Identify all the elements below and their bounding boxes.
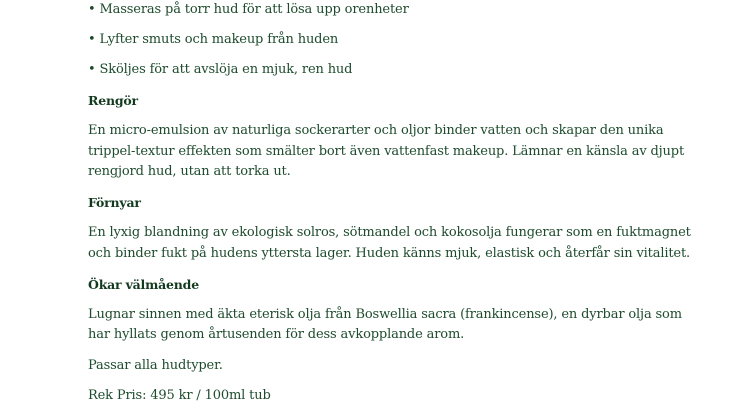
skin-type-note: Passar alla hudtyper.	[88, 358, 223, 373]
bullet-rinse: • Sköljes för att avslöja en mjuk, ren hud	[88, 62, 353, 77]
bullet-lift-dirt: • Lyfter smuts och makeup från huden	[88, 32, 339, 47]
price-text: Rek Pris: 495 kr / 100ml tub	[88, 388, 271, 403]
wellbeing-line-1: Lugnar sinnen med äkta eterisk olja från Boswellia sacra (frankincense), en dyrbar olja som	[88, 307, 682, 322]
renew-line-2: och binder fukt på hudens yttersta lager. Huden känns mjuk, elastisk och återfår sin vitalitet.	[88, 246, 691, 261]
bullet-massage: • Masseras på torr hud för att lösa upp orenheter	[88, 2, 409, 17]
cleanse-line-3: rengjord hud, utan att torka ut.	[88, 164, 291, 179]
wellbeing-line-2: har hyllats genom årtusenden för dess avkopplande arom.	[88, 327, 465, 342]
heading-wellbeing: Ökar välmående	[88, 277, 199, 292]
renew-line-1: En lyxig blandning av ekologisk solros, sötmandel och kokosolja fungerar som en fuktmagnet	[88, 225, 691, 240]
heading-renew: Förnyar	[88, 195, 141, 210]
heading-cleanse: Rengör	[88, 93, 138, 108]
cleanse-line-2: trippel-textur effekten som smälter bort även vattenfast makeup. Lämnar en känsla av djupt	[88, 144, 685, 159]
cleanse-line-1: En micro-emulsion av naturliga sockerarter och oljor binder vatten och skapar den unika	[88, 123, 664, 138]
